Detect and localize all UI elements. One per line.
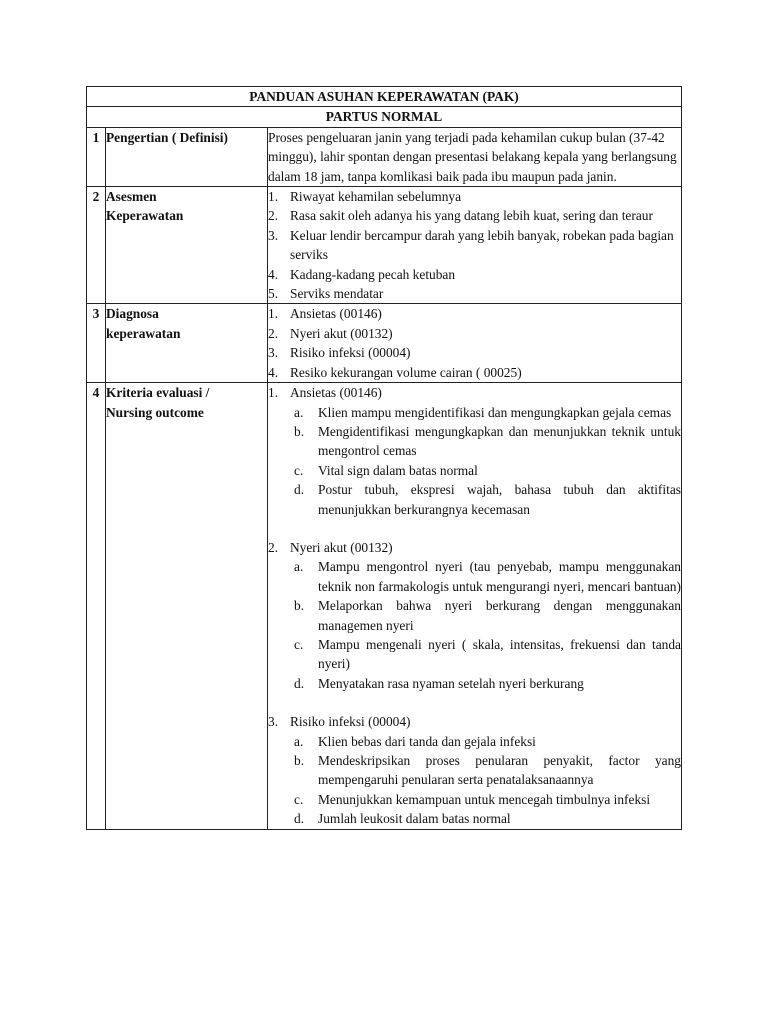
list-item: 3. Keluar lendir bercampur darah yang lebih banyak, robekan pada bagian serviks — [268, 227, 674, 263]
row-label — [106, 304, 268, 383]
outcome-group — [268, 538, 681, 693]
document-subtitle: PARTUS NORMAL — [87, 107, 682, 127]
row-label-line: Keperawatan — [106, 208, 184, 224]
row-number: 2 — [87, 187, 106, 304]
row-label-line: Nursing outcome — [106, 404, 204, 420]
list-item: 4. Resiko kekurangan volume cairan ( 00025) — [268, 364, 522, 380]
sub-item: b. Melaporkan bahwa nyeri berkurang dengan menggunakan managemen nyeri — [294, 598, 681, 633]
row-number: 1 — [87, 127, 106, 186]
row-label — [106, 383, 268, 830]
header-title-row — [87, 87, 682, 107]
definition-text: Proses pengeluaran janin yang terjadi pada kehamilan cukup bulan (37-42 minggu), lahir spontan dengan presentasi belakang kepala yang berlangsung dalam 18 jam, tanpa komlikasi baik pada ibu maupun pada janin. — [268, 127, 682, 186]
sub-item: a. Klien bebas dari tanda dan gejala infeksi — [294, 733, 536, 749]
row-label: Pengertian ( Definisi) — [106, 127, 268, 186]
table-row — [87, 127, 682, 186]
row-number: 3 — [87, 304, 106, 383]
list-item: 2. Nyeri akut (00132) — [268, 325, 393, 341]
outcome-group — [268, 383, 681, 519]
list-item: 4. Kadang-kadang pecah ketuban — [268, 266, 456, 282]
list-item: 3. Risiko infeksi (00004) — [268, 345, 411, 361]
sub-item: c. Mampu mengenali nyeri ( skala, intensitas, frekuensi dan tanda nyeri) — [294, 636, 681, 672]
sub-item: d. Postur tubuh, ekspresi wajah, bahasa tubuh dan aktifitas menunjukkan berkurangnya kecemasan — [294, 482, 681, 517]
sub-item: d. Jumlah leukosit dalam batas normal — [294, 811, 511, 827]
row-label — [106, 187, 268, 304]
sub-item: a. Mampu mengontrol nyeri (tau penyebab, mampu menggunakan teknik non farmakologis untuk mengurangi nyeri, mencari bantuan) — [294, 559, 681, 594]
list-item: 1. Ansietas (00146) — [268, 306, 382, 322]
row-label-line: Diagnosa — [106, 306, 159, 322]
pak-table — [86, 86, 682, 830]
sub-item: d. Menyatakan rasa nyaman setelah nyeri berkurang — [294, 675, 584, 691]
table-row — [87, 187, 682, 304]
table-row — [87, 304, 682, 383]
list-item: 2. Rasa sakit oleh adanya his yang datang lebih kuat, sering dan teraur — [268, 208, 653, 224]
group-title: 3. Risiko infeksi (00004) — [268, 714, 411, 730]
document-title: PANDUAN ASUHAN KEPERAWATAN (PAK) — [87, 87, 682, 107]
row-label-line: keperawatan — [106, 325, 181, 341]
row-number: 4 — [87, 383, 106, 830]
group-title: 2. Nyeri akut (00132) — [268, 539, 393, 555]
outcome-group — [268, 712, 681, 828]
row-label-line: Asesmen — [106, 189, 157, 205]
header-subtitle-row — [87, 107, 682, 127]
list-item: 1. Riwayat kehamilan sebelumnya — [268, 189, 462, 205]
table-row — [87, 383, 682, 830]
sub-item: a. Klien mampu mengidentifikasi dan mengungkapkan gejala cemas — [294, 404, 672, 420]
sub-item: b. Mengidentifikasi mengungkapkan dan menunjukkan teknik untuk mengontrol cemas — [294, 423, 681, 459]
sub-item: c. Vital sign dalam batas normal — [294, 462, 478, 478]
assessment-list — [268, 187, 682, 304]
sub-item: c. Menunjukkan kemampuan untuk mencegah timbulnya infeksi — [294, 791, 651, 807]
row-label-line: Kriteria evaluasi / — [106, 385, 210, 401]
list-item: 5. Serviks mendatar — [268, 286, 384, 302]
sub-item: b. Mendeskripsikan proses penularan penyakit, factor yang mempengaruhi penularan serta penatalaksanaannya — [294, 753, 681, 788]
diagnosis-list — [268, 304, 682, 383]
outcome-criteria — [268, 383, 682, 830]
group-title: 1. Ansietas (00146) — [268, 385, 382, 401]
